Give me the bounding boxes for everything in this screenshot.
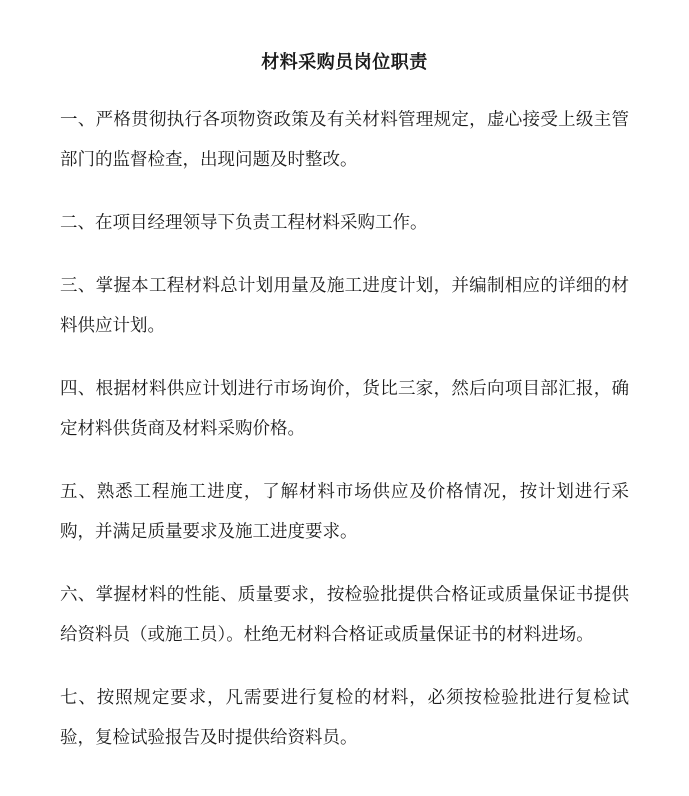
duty-item-3: 三、掌握本工程材料总计划用量及施工进度计划，并编制相应的详细的材料供应计划。 [60, 276, 629, 336]
duty-item-1: 一、严格贯彻执行各项物资政策及有关材料管理规定，虚心接受上级主管部门的监督检查，出现问题及时整改。 [60, 110, 629, 170]
duty-item-4: 四、根据材料供应计划进行市场询价，货比三家，然后向项目部汇报，确定材料供货商及材料采购价格。 [60, 379, 629, 439]
duty-item-6: 六、掌握材料的性能、质量要求，按检验批提供合格证或质量保证书提供给资料员（或施工员）。杜绝无材料合格证或质量保证书的材料进场。 [60, 585, 629, 645]
duty-item-7: 七、按照规定要求，凡需要进行复检的材料，必须按检验批进行复检试验，复检试验报告及时提供给资料员。 [60, 688, 629, 748]
duty-list [60, 100, 629, 758]
document-title: 材料采购员岗位职责 [261, 52, 428, 73]
duty-item-5: 五、熟悉工程施工进度，了解材料市场供应及价格情况，按计划进行采购，并满足质量要求及施工进度要求。 [60, 482, 629, 542]
duty-item-2: 二、在项目经理领导下负责工程材料采购工作。 [60, 213, 428, 233]
